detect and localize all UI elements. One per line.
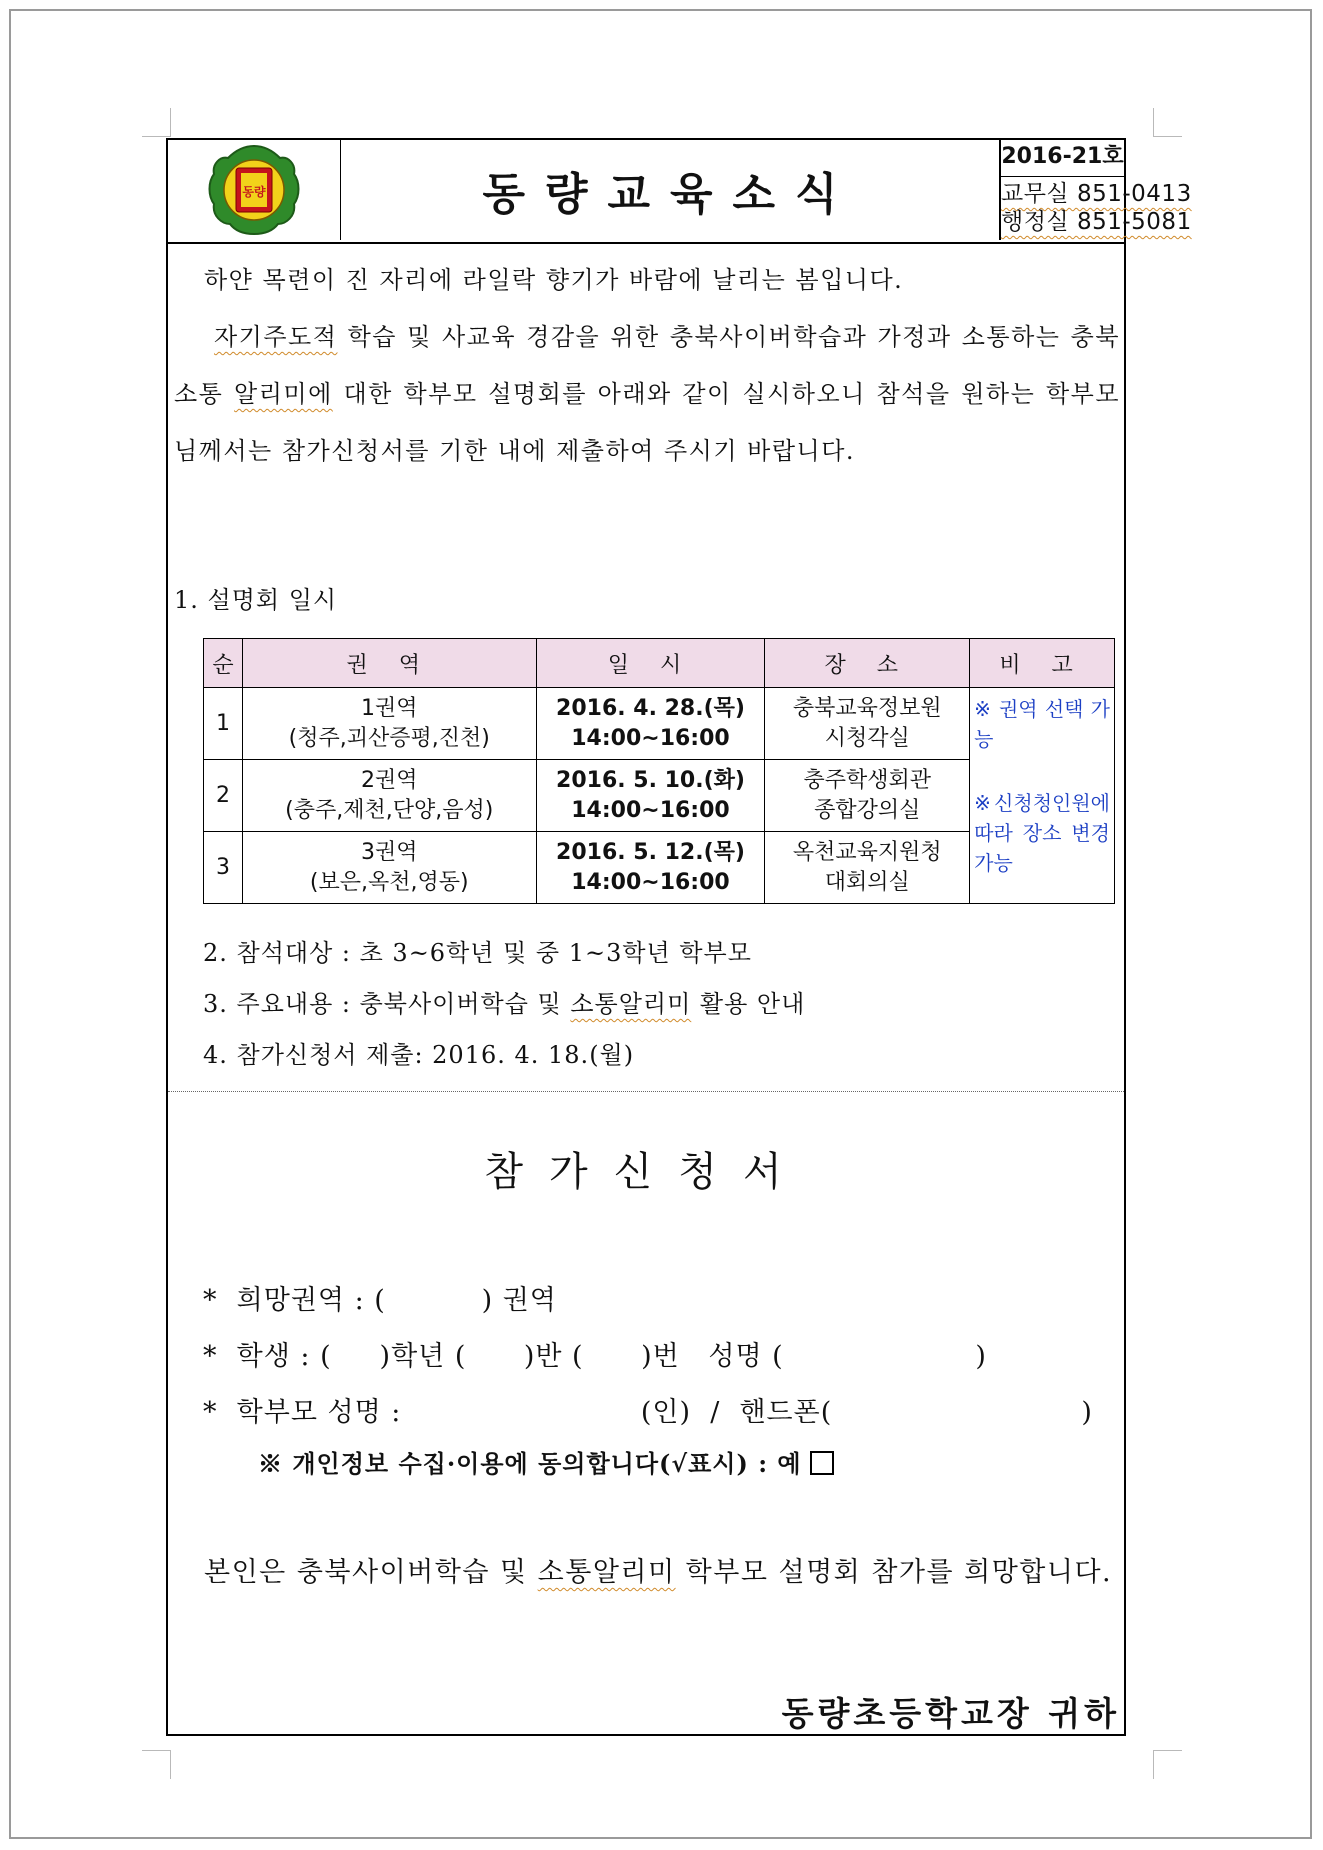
row-number: 1	[204, 688, 243, 760]
place: 옥천교육지원청	[792, 839, 942, 865]
section-1-title: 1. 설명회 일시	[174, 586, 338, 614]
contact-line: 교무실 851-0413	[1001, 181, 1192, 207]
region-cell	[242, 832, 536, 904]
time: 14:00~16:00	[571, 725, 730, 751]
column-header: 권 역	[242, 639, 536, 688]
newsletter-title: 동량교육소식	[341, 140, 1001, 240]
logo-lettering: 동량	[242, 185, 266, 199]
crop-mark-top-right	[1153, 108, 1182, 137]
table-row	[204, 688, 1115, 760]
remarks-cell	[970, 688, 1115, 904]
time: 14:00~16:00	[571, 869, 730, 895]
crop-mark-top-left	[142, 108, 171, 137]
region-detail: (보은,옥천,영동)	[309, 869, 469, 895]
item-deadline: 4. 참가신청서 제출: 2016. 4. 18.(월)	[203, 1041, 635, 1069]
room: 종합강의실	[814, 797, 921, 823]
datetime-cell	[536, 688, 765, 760]
column-header: 순	[204, 639, 243, 688]
field-student-info[interactable]: * 학생 : ( )학년 ( )반 ( )번 성명 ( )	[203, 1341, 987, 1372]
date: 2016. 4. 28.(목)	[556, 695, 745, 721]
underlined-term: 소통알리미	[537, 1557, 676, 1588]
field-desired-region[interactable]: * 희망권역 : ( ) 권역	[203, 1285, 557, 1316]
region-cell	[242, 760, 536, 832]
room: 대회의실	[824, 869, 910, 895]
underlined-term: 소통알리미	[570, 990, 692, 1018]
region-detail: (청주,괴산증평,진천)	[288, 725, 490, 751]
cut-line	[168, 1091, 1124, 1092]
place: 충주학생회관	[803, 767, 932, 793]
datetime-cell	[536, 760, 765, 832]
table-header-row	[204, 639, 1115, 688]
region-detail: (충주,제천,단양,음성)	[285, 797, 494, 823]
time: 14:00~16:00	[571, 797, 730, 823]
closing-text: 본인은 충북사이버학습 및	[204, 1557, 538, 1588]
underlined-term: 자기주도적	[214, 323, 338, 351]
date: 2016. 5. 10.(화)	[556, 767, 745, 793]
remark-region-choice: ※ 권역 선택 가능	[974, 697, 1110, 751]
place: 충북교육정보원	[792, 695, 942, 721]
issue-number: 2016-21호	[1001, 140, 1124, 177]
remark-venue-change: ※신청청인원에 따라 장소 변경 가능	[974, 791, 1110, 875]
schedule-table	[203, 638, 1115, 904]
intro-text: 학습 및 사교육 경감을 위한 충북사이버학습과 가정과 소통하는 충북소통	[174, 323, 1120, 408]
item-text: 활용 안내	[691, 990, 806, 1018]
consent-checkbox[interactable]	[810, 1451, 834, 1475]
crop-mark-bottom-left	[142, 1750, 171, 1779]
region-cell	[242, 688, 536, 760]
item-attendees: 2. 참석대상 : 초 3~6학년 및 중 1~3학년 학부모	[203, 939, 752, 967]
item-contents	[203, 977, 805, 1032]
application-form-title: 참가신청서	[484, 1149, 808, 1195]
newsletter-frame	[166, 138, 1192, 1736]
consent-text: ※ 개인정보 수집·이용에 동의합니다(√표시) : 예	[258, 1449, 802, 1478]
place-cell	[765, 688, 970, 760]
contact-line: 행정실 851-5081	[1001, 209, 1192, 235]
datetime-cell	[536, 832, 765, 904]
intro-paragraph-2	[174, 309, 1120, 480]
region-name: 3권역	[361, 839, 418, 865]
column-header: 일 시	[536, 639, 765, 688]
field-parent-info[interactable]: * 학부모 성명 : (인) / 핸드폰( )	[203, 1397, 1093, 1428]
region-name: 2권역	[361, 767, 418, 793]
school-emblem-icon	[168, 140, 340, 240]
closing-text: 학부모 설명회 참가를 희망합니다.	[675, 1557, 1113, 1588]
column-header: 장 소	[765, 639, 970, 688]
intro-paragraph-1: 하얀 목련이 진 자리에 라일락 향기가 바람에 날리는 봄입니다.	[204, 266, 904, 294]
place-cell	[765, 760, 970, 832]
item-text: 3. 주요내용 : 충북사이버학습 및	[203, 990, 571, 1018]
privacy-consent	[258, 1444, 834, 1479]
newsletter-header	[168, 140, 1192, 244]
crop-mark-bottom-right	[1153, 1750, 1182, 1779]
place-cell	[765, 832, 970, 904]
contact-info	[1001, 177, 1192, 243]
underlined-term: 알리미에	[234, 380, 333, 408]
addressee-signature: 동량초등학교장 귀하	[781, 1694, 1120, 1733]
room: 시청각실	[824, 725, 910, 751]
date: 2016. 5. 12.(목)	[556, 839, 745, 865]
row-number: 3	[204, 832, 243, 904]
column-header: 비 고	[970, 639, 1115, 688]
intro-text: 대한 학부모 설명회를 아래와 같이 실시하오니 참석을 원하는 학부모님께서는 참가신청서를 기한 내에 제출하여 주시기 바랍니다.	[174, 380, 1121, 465]
row-number: 2	[204, 760, 243, 832]
closing-statement	[174, 1544, 1120, 1602]
region-name: 1권역	[361, 695, 418, 721]
logo-cell	[168, 140, 341, 240]
